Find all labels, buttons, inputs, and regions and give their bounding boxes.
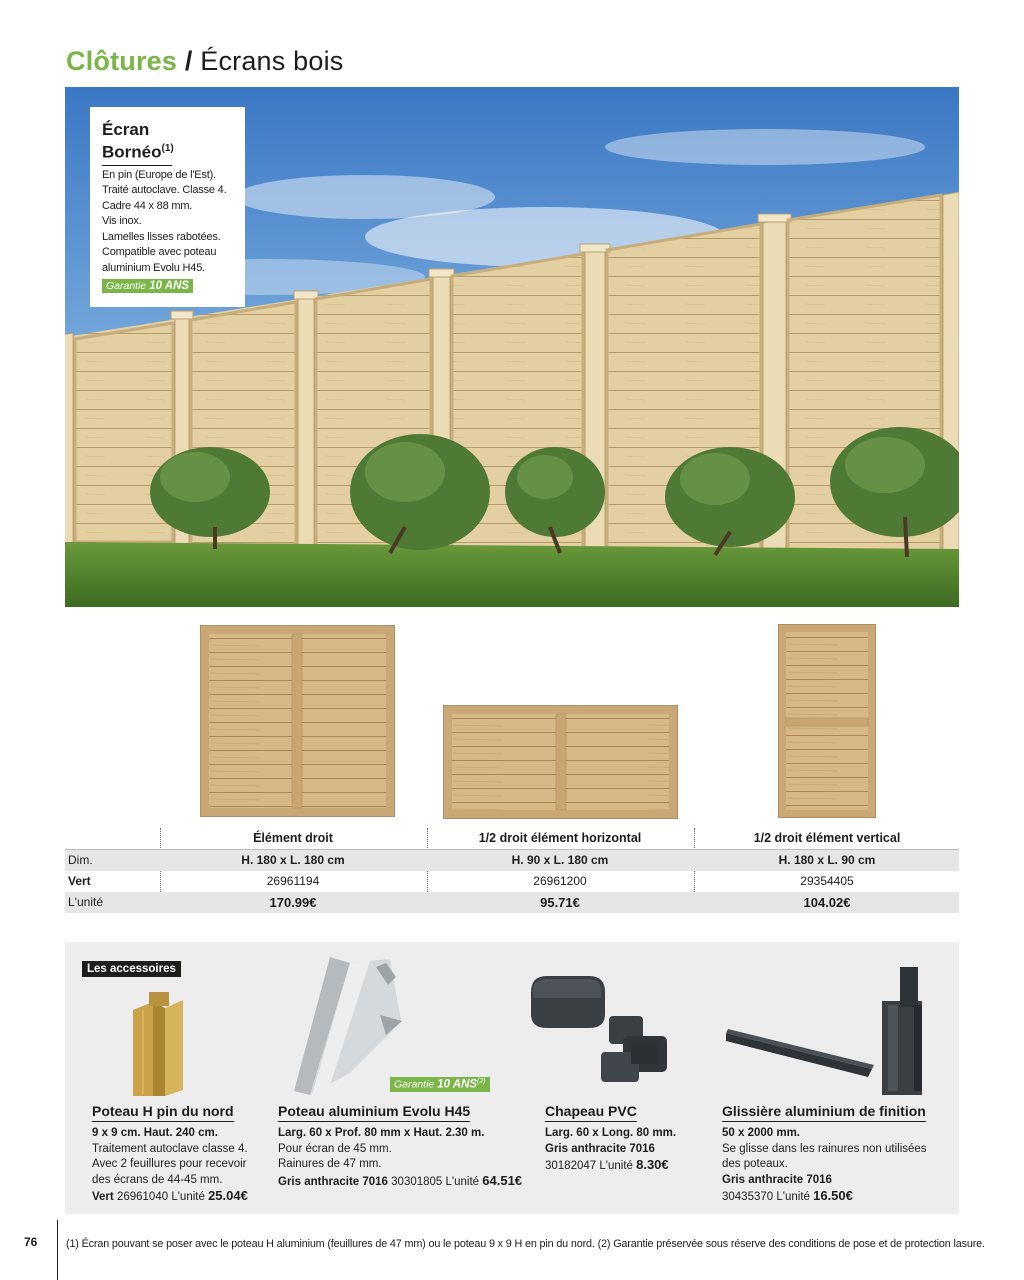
table-cell: 29354405	[800, 874, 854, 888]
category-title: Clôtures	[66, 46, 178, 76]
table-cell: H. 180 x L. 90 cm	[778, 853, 876, 867]
title-separator: /	[184, 46, 193, 76]
accessory-desc-line: des écrans de 44-45 mm.	[92, 1173, 223, 1186]
row-label: Vert	[68, 874, 91, 888]
accessory-price: 64.51€	[482, 1172, 523, 1188]
accessory-color: Gris anthracite 7016	[545, 1142, 655, 1155]
accessory-ref-line: 30435370 L'unité 16.50€	[722, 1188, 853, 1203]
accessory-ref-line: Gris anthracite 7016 30301805 L'unité 64.51€	[278, 1172, 523, 1188]
accessory-item	[545, 1103, 676, 1175]
accessory-name: Poteau aluminium Evolu H45	[278, 1103, 470, 1122]
row-label: L'unité	[68, 895, 103, 909]
table-row-price	[65, 892, 959, 913]
accessory-desc-line: Se glisse dans les rainures non utilisées	[722, 1142, 927, 1155]
accessory-desc-line: Traitement autoclave classe 4.	[92, 1142, 248, 1155]
accessory-desc-line: Rainures de 47 mm.	[278, 1158, 382, 1170]
product-description	[102, 168, 245, 277]
product-desc-line: En pin (Europe de l'Est).	[102, 168, 216, 181]
table-header-row	[65, 828, 959, 850]
column-header: Élément droit	[253, 831, 333, 845]
accessory-desc-line: Pour écran de 45 mm.	[278, 1142, 392, 1155]
accessory-guarantee-badge: Garantie 10 ANS$^{(2)}$	[390, 1077, 490, 1092]
accessory-price: 25.04€	[208, 1188, 248, 1203]
chapeau-pvc-image	[527, 970, 677, 1098]
footer-divider	[57, 1220, 58, 1280]
product-desc-line: aluminium Evolu H45.	[102, 261, 205, 274]
accessory-name: Glissière aluminium de finition	[722, 1103, 926, 1122]
product-desc-line: Compatible avec poteau	[102, 246, 217, 259]
page-number: 76	[24, 1235, 38, 1249]
accessory-name: Chapeau PVC	[545, 1103, 637, 1122]
product-info-box	[90, 107, 245, 307]
panel-half-vertical-image	[778, 624, 876, 818]
accessory-name: Poteau H pin du nord	[92, 1103, 234, 1122]
column-header: 1/2 droit élément horizontal	[478, 831, 642, 845]
table-row-dimensions	[65, 850, 959, 871]
table-cell: 26961194	[266, 874, 320, 888]
spec-table	[65, 828, 959, 913]
name-underline	[102, 165, 172, 166]
accessory-dims: 9 x 9 cm. Haut. 240 cm.	[92, 1127, 218, 1139]
product-desc-line: Lamelles lisses rabotées.	[102, 230, 221, 243]
product-desc-line: Cadre 44 x 88 mm.	[102, 199, 193, 212]
accessory-desc-line: Avec 2 feuillures pour recevoir	[92, 1158, 247, 1170]
accessory-dims: Larg. 60 x Prof. 80 mm x Haut. 2.30 m.	[278, 1127, 485, 1139]
accessory-item	[722, 1103, 927, 1206]
accessory-ref-line: 30182047 L'unité 8.30€	[545, 1157, 669, 1172]
accessory-item	[278, 1103, 522, 1190]
table-cell: H. 90 x L. 180 cm	[511, 853, 609, 867]
table-cell-price: 170.99€	[269, 895, 317, 910]
accessory-price: 8.30€	[636, 1157, 669, 1172]
panel-element-droit-image	[200, 625, 395, 817]
footnote: (1) Écran pouvant se poser avec le poteau H aluminium (feuillures de 47 mm) ou le poteau 9 x 9 H en pin du nord. (2) Garantie préservée sous réserve des conditions de pose et de protection lasure.	[66, 1238, 985, 1250]
table-cell-price: 104.02€	[803, 895, 851, 910]
accessory-color: Gris anthracite 7016	[722, 1173, 832, 1186]
table-row-reference	[65, 871, 959, 892]
product-name: Écran Bornéo$^{(1)}$	[102, 120, 174, 162]
table-cell: H. 180 x L. 180 cm	[241, 853, 345, 867]
table-cell-price: 95.71€	[540, 895, 580, 910]
row-label: Dim.	[68, 853, 93, 867]
column-header: 1/2 droit élément vertical	[753, 831, 901, 845]
accessory-dims: Larg. 60 x Long. 80 mm.	[545, 1127, 677, 1139]
accessory-item	[92, 1103, 248, 1206]
accessories-tag: Les accessoires	[82, 961, 181, 977]
subcategory-title: Écrans bois	[200, 46, 344, 76]
accessory-price: 16.50€	[813, 1188, 853, 1203]
product-desc-line: Traité autoclave. Classe 4.	[102, 184, 227, 197]
page-title	[66, 46, 344, 77]
accessory-dims: 50 x 2000 mm.	[722, 1127, 801, 1139]
accessory-ref-line: Vert 26961040 L'unité 25.04€	[92, 1188, 248, 1203]
glissiere-aluminium-image	[722, 965, 942, 1100]
panel-half-horizontal-image	[443, 705, 678, 819]
table-cell: 26961200	[533, 874, 587, 888]
guarantee-badge: Garantie 10 ANS	[102, 279, 193, 293]
product-desc-line: Vis inox.	[102, 215, 142, 228]
accessory-desc-line: des poteaux.	[722, 1158, 788, 1170]
poteau-h-pin-image	[125, 990, 195, 1096]
